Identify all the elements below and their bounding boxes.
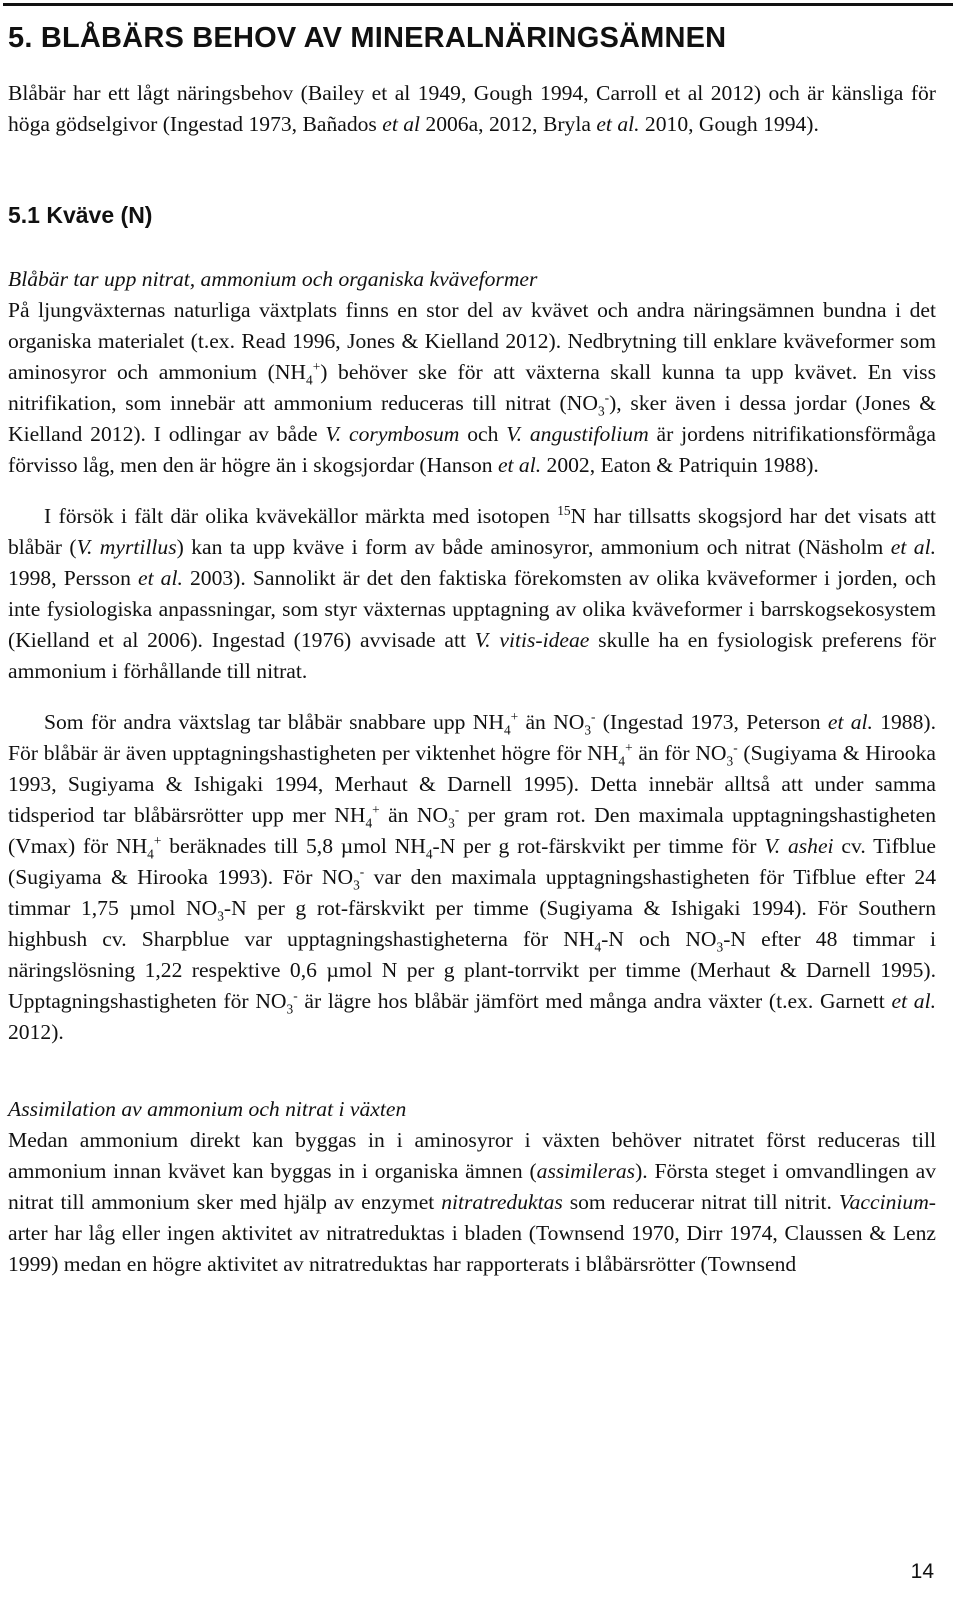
paragraph-2 [8,501,936,687]
text-run: N har tillsatts skogsjord har det visats att blåbär ( [8,503,936,559]
paragraph-1 [8,295,936,481]
text-run: -N per g rot-färskvikt per timme (Sugiyama & Ishigaki 1994). För Southern highbush cv. Sharpblue var upptagningshastigheterna för NH [8,895,936,951]
text-run: 2010, Gough 1994). [639,112,819,137]
italic-run: Vaccinium [838,1189,929,1214]
document-page [8,20,936,1280]
subheading-nitrogen-forms: Blåbär tar upp nitrat, ammonium och organiska kväveformer [8,266,538,291]
text-run: som reducerar nitrat till nitrit. [562,1189,839,1214]
italic-run: et al [382,112,421,137]
subscript: 3 [217,908,224,924]
chapter-heading: 5. BLÅBÄRS BEHOV AV MINERALNÄRINGSÄMNEN [8,22,727,54]
text-run: ), sker även i dessa jordar (Jones & Kielland 2012). I odlingar av både [8,390,936,446]
superscript: - [604,389,610,405]
subscript: 3 [286,1001,294,1017]
subscript: 3 [353,877,360,893]
superscript: + [312,358,321,374]
italic-run: et al. [827,709,873,734]
superscript: - [733,739,738,755]
italic-run: V. vitis-ideae [474,627,590,652]
subscript: 4 [425,846,433,862]
text-run: 2003). Sannolikt är det den faktiska förekomsten av olika kväveformer i jorden, och inte fysiologiska anpassningar, som styr växternas upptagning av olika kväveformer i barrskogsekosystem (Kielland et al 2006). Ingestad (1976) avvisade att [8,565,936,652]
text-run: och [459,421,507,446]
text-run: per gram rot. Den maximala upptagningshastigheten (Vmax) för NH [8,802,936,858]
text-run: beräknades till 5,8 µmol NH [161,833,426,858]
subscript: 4 [306,372,313,388]
text-run: Medan ammonium direkt kan byggas in i aminosyror i växten behöver nitratet först reduceras till ammonium innan kvävet kan byggas in i organiska ämnen ( [8,1127,936,1183]
text-run: -N och NO [601,926,717,951]
subheading-assimilation: Assimilation av ammonium och nitrat i växten [8,1096,407,1121]
text-run: -N per g rot-färskvikt per timme för [432,833,765,858]
text-run: Som för andra växtslag tar blåbär snabbare upp NH [44,709,504,734]
superscript: + [625,739,633,755]
text-run: är lägre hos blåbär jämfört med många andra växter (t.ex. Garnett [297,988,892,1013]
section-title: 5.1 Kväve (N) [8,202,153,229]
italic-run: et al. [596,112,640,137]
text-run: (Sugiyama & Hirooka 1993, Sugiyama & Ishigaki 1994, Merhaut & Darnell 1995). Detta innebär alltså att under samma tidsperiod tar blåbärsrötter upp mer NH [8,740,936,827]
italic-run: V. myrtillus [76,534,177,559]
text-run: ) kan ta upp kväve i form av både aminosyror, ammonium och nitrat (Näsholm [176,534,891,559]
superscript: - [359,863,365,879]
italic-run: nitratreduktas [441,1189,563,1214]
superscript: + [510,708,519,724]
paragraph-3 [8,707,936,1048]
text-run: cv. Tifblue (Sugiyama & Hirooka 1993). För NO [8,833,936,889]
text-run: 1998, Persson [8,565,138,590]
subscript: 4 [618,753,626,769]
italic-run: V. corymbosum [325,421,460,446]
text-run: än för NO [632,740,727,765]
text-run: ). Första steget i omvandlingen av nitrat till ammonium sker med hjälp av enzymet [8,1158,936,1214]
text-run: skulle ha en fysiologisk preferens för ammonium i förhållande till nitrat. [8,627,936,683]
subscript: 3 [448,815,455,831]
text-run: var den maximala upptagningshastigheten för Tifblue efter 24 timmar 1,75 µmol NO [8,864,936,920]
italic-run: V. ashei [764,833,834,858]
italic-run: assimileras [536,1158,636,1183]
subscript: 3 [597,403,605,419]
text-run: än NO [379,802,449,827]
superscript: - [454,801,460,817]
superscript: - [293,987,298,1003]
subscript: 3 [716,939,724,955]
text-run: (Ingestad 1973, Peterson [595,709,828,734]
text-run: är jordens nitrifikationsförmåga förvisso låg, men den är högre än i skogsjordar (Hanson [8,421,936,477]
text-run: än NO [518,709,585,734]
subscript: 4 [594,939,602,955]
text-run: 2006a, 2012, Bryla [420,112,597,137]
superscript: - [591,708,596,724]
italic-run: et al. [891,988,936,1013]
text-run: 2002, Eaton & Patriquin 1988). [541,452,819,477]
subscript: 4 [503,722,511,738]
italic-run: et al. [137,565,183,590]
text-run: I försök i fält där olika kvävekällor märkta med isotopen [44,503,558,528]
text-run: -N efter 48 timmar i näringslösning 1,22 respektive 0,6 µmol N per g plant-torrvikt per timme (Merhaut & Darnell 1995). Upptagningshastigheten för NO [8,926,936,1013]
text-run: 1988). För blåbär är även upptagningshastigheten per viktenhet högre för NH [8,709,936,765]
subscript: 4 [147,846,154,862]
text-run: På ljungväxternas naturliga växtplats finns en stor del av kvävet och andra näringsämnen bundna i det organiska materialet (t.ex. Read 1996, Jones & Kielland 2012). Nedbrytning till enklare kväveformer som aminosyror och ammonium (NH [8,297,936,384]
text-run: -arter har låg eller ingen aktivitet av nitratreduktas i bladen (Townsend 1970, Dirr 1974, Claussen & Lenz 1999) medan en högre aktivitet av nitratreduktas har rapporterats i blåbärsrötter (Townsend [8,1189,936,1276]
intro-paragraph [8,78,936,140]
superscript: + [372,801,380,817]
superscript: + [153,832,162,848]
subscript: 4 [365,815,373,831]
page-number: 14 [910,1560,934,1583]
top-rule [3,3,953,6]
paragraph-4 [8,1125,936,1280]
text-run: 2012). [8,1019,64,1044]
italic-run: V. angustifolium [506,421,649,446]
text-run: ) behöver ske för att växterna skall kunna ta upp kvävet. En viss nitrifikation, som innebär att ammonium reduceras till nitrat (NO [8,359,936,415]
text-run: Blåbär har ett lågt näringsbehov (Bailey et al 1949, Gough 1994, Carroll et al 2012) och är känsliga för höga gödselgivor (Ingestad 1973, Bañados [8,81,936,137]
subscript: 3 [726,753,734,769]
italic-run: et al. [497,452,542,477]
superscript: 15 [557,502,571,518]
subscript: 3 [584,722,591,738]
italic-run: et al. [890,534,936,559]
